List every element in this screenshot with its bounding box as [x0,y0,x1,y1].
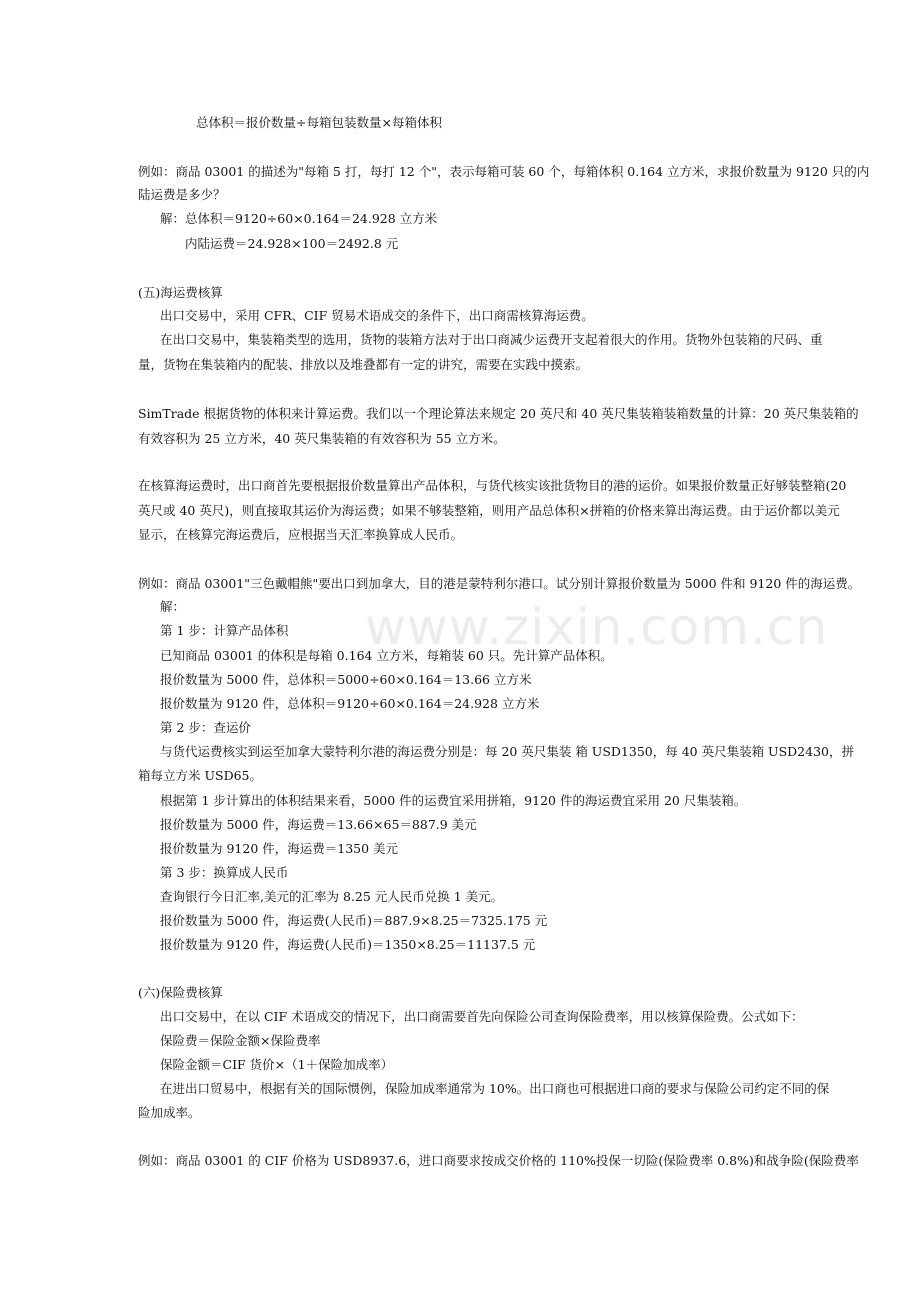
watermark: www.zixin.com.cn [365,598,829,656]
text-line: 在出口交易中，集装箱类型的选用，货物的装箱方法对于出口商减少运费开支起着很大的作用。货物外包装箱的尺码、重 [160,332,823,347]
section-heading: (六)保险费核算 [138,985,223,1000]
text-line: 报价数量为 5000 件，海运费＝13.66×65＝887.9 美元 [160,817,477,832]
text-line: 解：总体积＝9120÷60×0.164＝24.928 立方米 [160,211,438,226]
text-line: 英尺或 40 英尺)，则直接取其运价为海运费；如果不够装整箱，则用产品总体积×拼箱的价格来算出海运费。由于运价都以美元 [138,503,840,518]
section-heading: (五)海运费核算 [138,285,223,300]
text-line: 总体积＝报价数量÷每箱包装数量×每箱体积 [196,115,442,130]
text-line: 显示，在核算完海运费后，应根据当天汇率换算成人民币。 [138,527,464,542]
text-line: 保险费＝保险金额×保险费率 [160,1033,321,1048]
text-line: 报价数量为 9120 件，海运费＝1350 美元 [160,841,399,856]
text-line: 与货代运费核实到运至加拿大蒙特利尔港的海运费分别是：每 20 英尺集装 箱 USD1350，每 40 英尺集装箱 USD2430，拼 [160,744,854,759]
text-line: 例如：商品 03001"三色戴帽熊"要出口到加拿大，目的港是蒙特利尔港口。试分别计算报价数量为 5000 件和 9120 件的海运费。 [138,576,861,591]
text-line: 解： [160,599,186,614]
text-line: 第 3 步：换算成人民币 [160,865,289,880]
text-line: 出口交易中，在以 CIF 术语成交的情况下，出口商需要首先向保险公司查询保险费率，用以核算保险费。公式如下： [160,1009,804,1024]
text-line: 例如：商品 03001 的描述为"每箱 5 打，每打 12 个"，表示每箱可装 60 个，每箱体积 0.164 立方米，求报价数量为 9120 只的内 [138,164,870,179]
text-line: 在核算海运费时，出口商首先要根据报价数量算出产品体积，与货代核实该批货物目的港的运价。如果报价数量正好够装整箱(20 [138,478,847,493]
text-line: 出口交易中，采用 CFR、CIF 贸易术语成交的条件下，出口商需核算海运费。 [160,308,594,323]
text-line: 有效容积为 25 立方米，40 英尺集装箱的有效容积为 55 立方米。 [138,431,506,446]
text-line: 报价数量为 5000 件，总体积＝5000÷60×0.164＝13.66 立方米 [160,672,532,687]
text-line: 根据第 1 步计算出的体积结果来看，5000 件的运费宜采用拼箱，9120 件的海运费宜采用 20 尺集装箱。 [160,793,747,808]
text-line: 在进出口贸易中，根据有关的国际惯例，保险加成率通常为 10%。出口商也可根据进口商的要求与保险公司约定不同的保 [160,1081,830,1096]
text-line: 报价数量为 9120 件，海运费(人民币)＝1350×8.25＝11137.5 元 [160,937,536,952]
text-line: 已知商品 03001 的体积是每箱 0.164 立方米，每箱装 60 只。先计算产品体积。 [160,648,613,663]
text-line: 内陆运费＝24.928×100＝2492.8 元 [185,236,399,251]
text-line: 报价数量为 5000 件，海运费(人民币)＝887.9×8.25＝7325.175 元 [160,913,548,928]
text-line: 第 2 步：查运价 [160,720,251,735]
text-line: 陆运费是多少？ [138,187,226,202]
text-line: 报价数量为 9120 件，总体积＝9120÷60×0.164＝24.928 立方米 [160,696,540,711]
text-line: 保险金额＝CIF 货价×（1＋保险加成率） [160,1057,394,1072]
text-line: 箱每立方米 USD65。 [138,768,262,783]
text-line: 险加成率。 [138,1105,201,1120]
text-line: 例如：商品 03001 的 CIF 价格为 USD8937.6，进口商要求按成交价格的 110%投保一切险(保险费率 0.8%)和战争险(保险费率 [138,1153,859,1168]
text-line: 查询银行今日汇率,美元的汇率为 8.25 元人民币兑换 1 美元。 [160,889,504,904]
text-line: 量，货物在集装箱内的配装、排放以及堆叠都有一定的讲究，需要在实践中摸索。 [138,357,589,372]
text-line: 第 1 步：计算产品体积 [160,623,289,638]
text-line: SimTrade 根据货物的体积来计算运费。我们以一个理论算法来规定 20 英尺和 40 英尺集装箱装箱数量的计算：20 英尺集装箱的 [138,406,859,421]
